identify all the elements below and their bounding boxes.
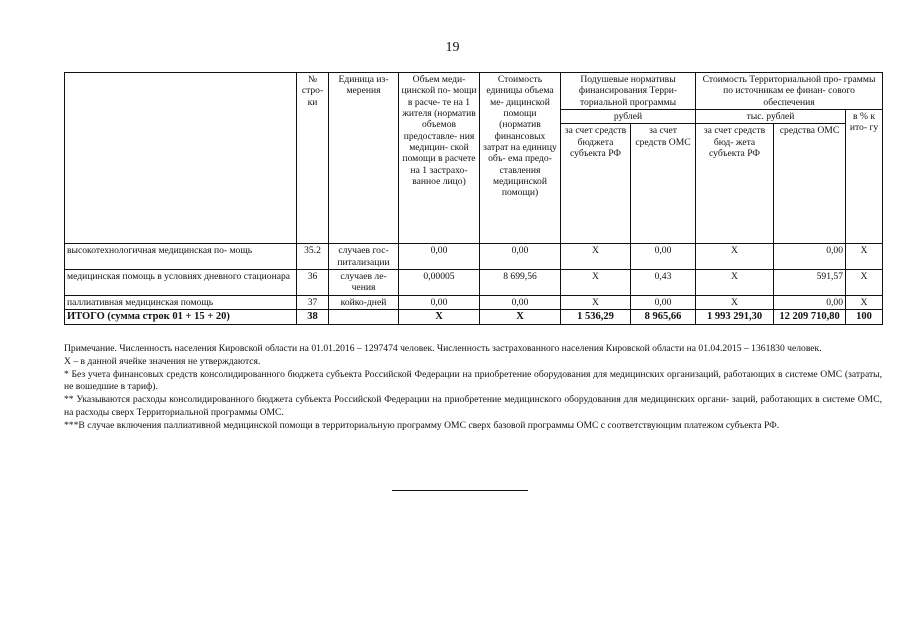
note-two-star: ** Указываются расходы консолидированного бюджета субъекта Российской Федерации на приобретение медицинского оборудования для медицинских органи- заций, работающих в системе ОМС, на расходы сверх Территориальной программы ОМС.: [64, 394, 882, 418]
row-volume: 0,00: [399, 295, 480, 309]
header-oms-funds-total: средства ОМС: [774, 124, 846, 244]
total-volume: X: [399, 309, 480, 324]
row-unit-cost: 0,00: [480, 295, 561, 309]
row-number: 37: [297, 295, 329, 309]
row-oms-per-capita: 0,43: [631, 269, 696, 295]
row-unit-cost: 8 699,56: [480, 269, 561, 295]
total-row-number: 38: [297, 309, 329, 324]
row-oms-total: 0,00: [774, 244, 846, 270]
header-rubles: рублей: [561, 109, 696, 123]
header-row-number: № стро- ки: [297, 73, 329, 244]
table-row: [65, 269, 883, 295]
header-territorial-cost: Стоимость Территориальной про- граммы по источникам ее финан- сового обеспечения: [696, 73, 883, 110]
header-unit: Единица из- мерения: [329, 73, 399, 244]
header-unit-cost: Стоимость единицы объема ме- дицинской помощи (норматив финансовых затрат на единицу объ- ема предо- ставления медицинской помощи): [480, 73, 561, 244]
total-unit: [329, 309, 399, 324]
note-three-star: ***В случае включения паллиативной медицинской помощи в территориальную программу ОМС сверх базовой программы ОМС с соответствующим платежом субъекта РФ.: [64, 419, 780, 431]
row-budget-total: X: [696, 269, 774, 295]
row-name: высокотехнологичная медицинская по- мощь: [65, 244, 297, 270]
row-percent: X: [846, 244, 883, 270]
table-row: [65, 295, 883, 309]
row-number: 36: [297, 269, 329, 295]
total-budget-per-capita: 1 536,29: [561, 309, 631, 324]
header-budget-subject-total: за счет средств бюд- жета субъекта РФ: [696, 124, 774, 244]
header-thousand-rubles: тыс. рублей: [696, 109, 846, 123]
row-budget-total: X: [696, 244, 774, 270]
row-volume: 0,00005: [399, 269, 480, 295]
total-unit-cost: X: [480, 309, 561, 324]
row-oms-total: 591,57: [774, 269, 846, 295]
header-volume: Объем меди- цинской по- мощи в расче- те на 1 жителя (норматив объемов предоставле- ния медицин- ской помощи в расчете на 1 застрахо- ванное лицо): [399, 73, 480, 244]
row-percent: X: [846, 295, 883, 309]
header-name-cell: [65, 73, 297, 244]
header-percent-total: в % к ито- гу: [846, 109, 883, 243]
closing-rule: [392, 490, 528, 491]
total-budget-total: 1 993 291,30: [696, 309, 774, 324]
total-oms-total: 12 209 710,80: [774, 309, 846, 324]
row-name: медицинская помощь в условиях дневного стационара: [65, 269, 297, 295]
note-one-star: * Без учета финансовых средств консолидированного бюджета субъекта Российской Федерации на приобретение оборудования для медицинских организаций, работающих в системе ОМС (затраты, не вошедшие в тариф).: [64, 368, 882, 393]
total-name: ИТОГО (сумма строк 01 + 15 + 20): [65, 309, 297, 324]
row-name: паллиативная медицинская помощь: [65, 295, 297, 309]
header-per-capita: Подушевые нормативы финансирования Терри- ториальной программы: [561, 73, 696, 110]
row-oms-per-capita: 0,00: [631, 244, 696, 270]
row-unit: койко-дней: [329, 295, 399, 309]
note-x-legend: X – в данной ячейке значения не утверждаются.: [64, 355, 261, 367]
row-unit: случаев гос- питализации: [329, 244, 399, 270]
row-budget-per-capita: X: [561, 295, 631, 309]
total-row: [65, 309, 883, 324]
row-unit: случаев ле- чения: [329, 269, 399, 295]
header-row-1: [65, 73, 883, 110]
row-oms-per-capita: 0,00: [631, 295, 696, 309]
financing-table: [64, 72, 883, 325]
row-budget-per-capita: X: [561, 269, 631, 295]
total-percent: 100: [846, 309, 883, 324]
row-volume: 0,00: [399, 244, 480, 270]
row-budget-total: X: [696, 295, 774, 309]
total-oms-per-capita: 8 965,66: [631, 309, 696, 324]
header-oms-funds: за счет средств ОМС: [631, 124, 696, 244]
note-population: Примечание. Численность населения Кировской области на 01.01.2016 – 1297474 человек. Численность застрахованного населения Кировской области на 01.04.2015 – 1361830 человек.: [64, 343, 822, 354]
row-unit-cost: 0,00: [480, 244, 561, 270]
header-budget-subject: за счет средств бюджета субъекта РФ: [561, 124, 631, 244]
page-number: 19: [445, 40, 460, 55]
row-number: 35.2: [297, 244, 329, 270]
table-row: [65, 244, 883, 270]
row-budget-per-capita: X: [561, 244, 631, 270]
notes: [64, 343, 882, 432]
row-oms-total: 0,00: [774, 295, 846, 309]
row-percent: X: [846, 269, 883, 295]
